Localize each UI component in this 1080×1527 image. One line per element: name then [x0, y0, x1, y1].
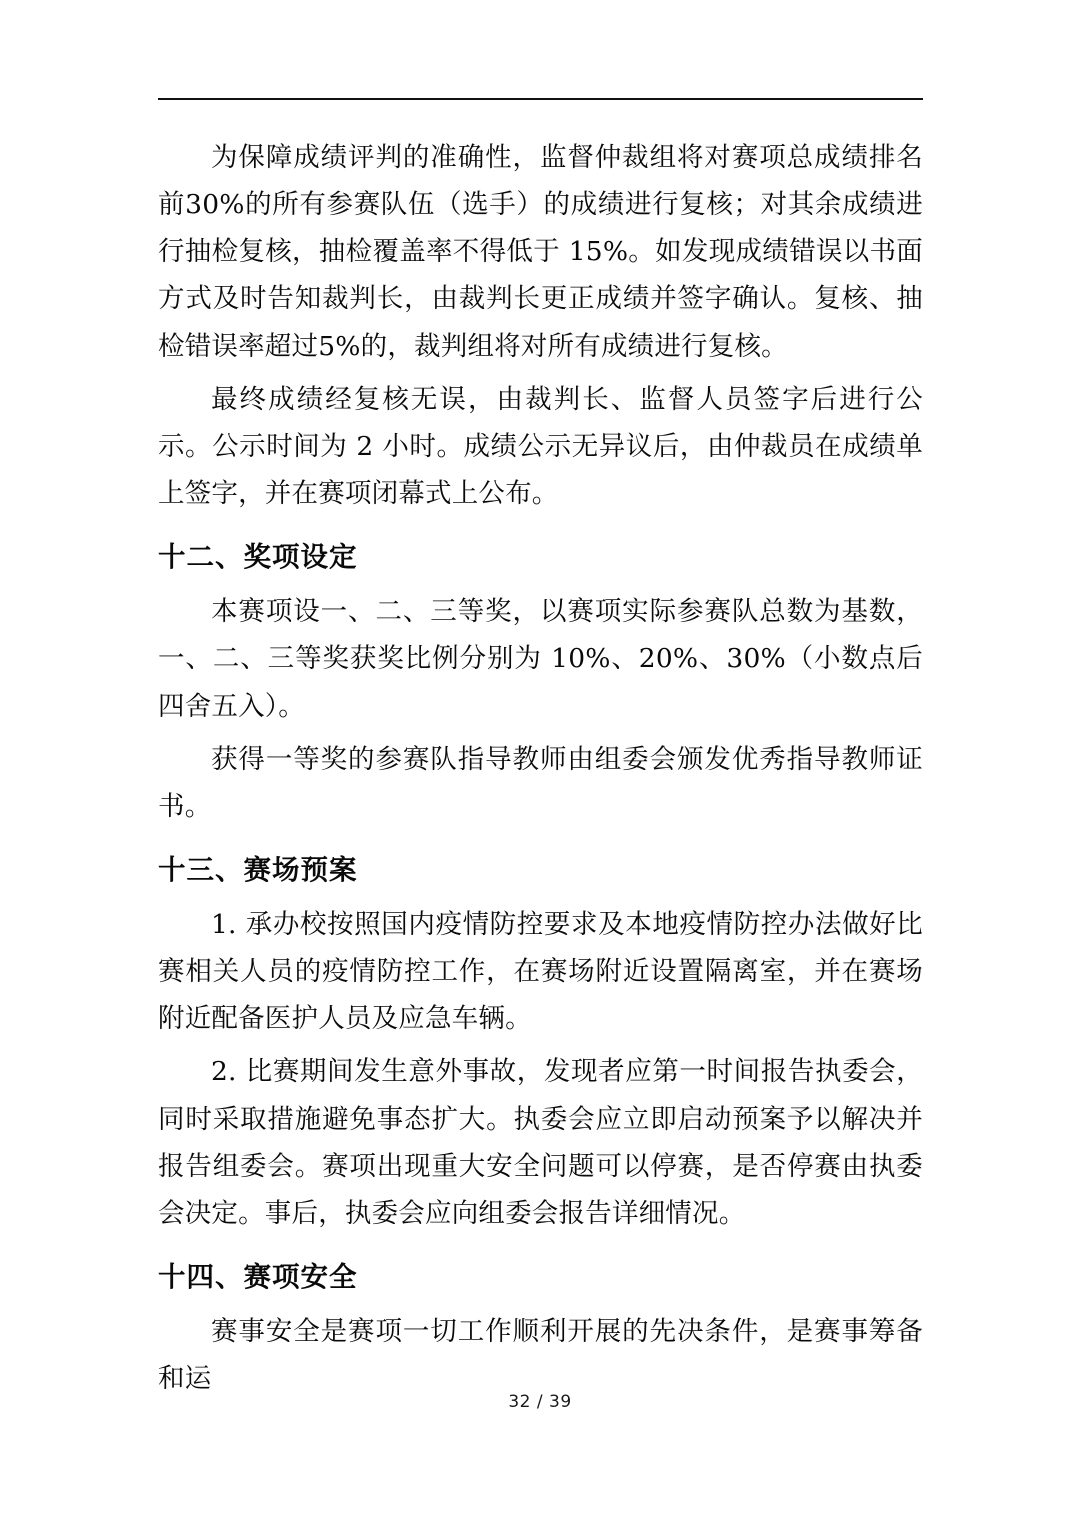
- section-heading: 十三、赛场预案: [158, 853, 358, 886]
- paragraph: 赛事安全是赛项一切工作顺利开展的先决条件，是赛事筹备和运: [158, 1315, 923, 1395]
- section-heading: 十二、奖项设定: [158, 541, 358, 574]
- page-number: 32 / 39: [508, 1392, 572, 1412]
- paragraph: 本赛项设一、二、三等奖，以赛项实际参赛队总数为基数，一、二、三等奖获奖比例分别为 10%、20%、30%（小数点后四舍五入）。: [158, 596, 923, 722]
- paragraph: 1. 承办校按照国内疫情防控要求及本地疫情防控办法做好比赛相关人员的疫情防控工作，在赛场附近设置隔离室，并在赛场附近配备医护人员及应急车辆。: [158, 908, 923, 1035]
- paragraph: 为保障成绩评判的准确性，监督仲裁组将对赛项总成绩排名前30%的所有参赛队伍（选手）的成绩进行复核；对其余成绩进行抽检复核，抽检覆盖率不得低于 15%。如发现成绩错误以书面方式及时告知裁判长，由裁判长更正成绩并签字确认。复核、抽检错误率超过5%的，裁判组将对所有成绩进行复核。: [158, 142, 923, 362]
- paragraph: 2. 比赛期间发生意外事故，发现者应第一时间报告执委会，同时采取措施避免事态扩大。执委会应立即启动预案予以解决并报告组委会。赛项出现重大安全问题可以停赛，是否停赛由执委会决定。事后，执委会应向组委会报告详细情况。: [158, 1056, 923, 1229]
- section-heading: 十四、赛项安全: [158, 1261, 358, 1293]
- paragraph: 最终成绩经复核无误，由裁判长、监督人员签字后进行公示。公示时间为 2 小时。成绩公示无异议后，由仲裁员在成绩单上签字，并在赛项闭幕式上公布。: [158, 383, 923, 510]
- page-content: [158, 98, 923, 1408]
- header-rule: [158, 98, 923, 100]
- paragraph: 获得一等奖的参赛队指导教师由组委会颁发优秀指导教师证书。: [158, 743, 923, 822]
